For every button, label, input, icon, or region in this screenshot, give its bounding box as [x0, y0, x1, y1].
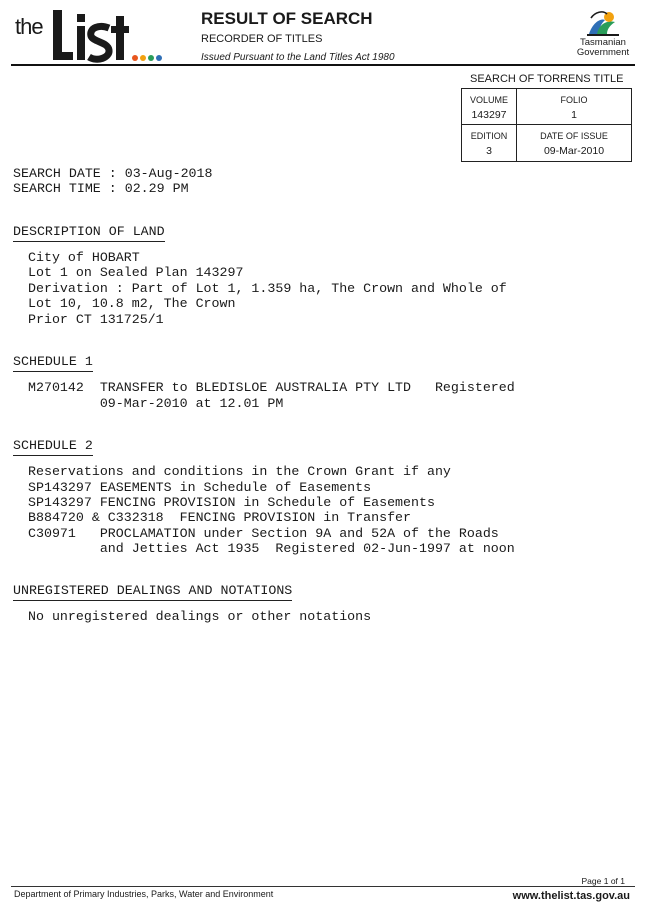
schedule-1-heading: SCHEDULE 1 [13, 354, 93, 372]
box-divider-horizontal [462, 124, 631, 125]
tasmanian-government-logo [572, 8, 634, 58]
unregistered-heading: UNREGISTERED DEALINGS AND NOTATIONS [13, 583, 292, 601]
description-line: Lot 10, 10.8 m2, The Crown [28, 296, 236, 311]
page-number: Page 1 of 1 [581, 876, 625, 886]
schedule-2-line: SP143297 EASEMENTS in Schedule of Easements [28, 480, 372, 495]
description-line: Prior CT 131725/1 [28, 312, 164, 327]
website-url: www.thelist.tas.gov.au [512, 890, 630, 902]
description-line: Lot 1 on Sealed Plan 143297 [28, 265, 244, 280]
department-name: Department of Primary Industries, Parks, Water and Environment [14, 889, 274, 899]
govt-line-1: Tasmanian [580, 37, 626, 48]
volume-label: VOLUME [469, 95, 508, 105]
date-of-issue-value: 09-Mar-2010 [543, 145, 605, 157]
schedule-2-line: Reservations and conditions in the Crown Grant if any [28, 464, 451, 479]
schedule-2-heading: SCHEDULE 2 [13, 438, 93, 456]
search-date: SEARCH DATE : 03-Aug-2018 [13, 166, 213, 181]
folio-label: FOLIO [560, 95, 588, 105]
folio-cell [517, 95, 631, 121]
search-time: SEARCH TIME : 02.29 PM [13, 181, 189, 196]
schedule-2-line: C30971 PROCLAMATION under Section 9A and 52A of the Roads [28, 526, 499, 541]
torrens-title-label: SEARCH OF TORRENS TITLE [470, 73, 624, 85]
title-reference-box [461, 88, 632, 162]
footer-divider [11, 886, 635, 887]
thelist-logo [13, 6, 163, 64]
header-divider [11, 64, 635, 66]
schedule-1-line: 09-Mar-2010 at 12.01 PM [28, 396, 284, 411]
thelist-logo-mark [13, 6, 163, 66]
description-line: Derivation : Part of Lot 1, 1.359 ha, The Crown and Whole of [28, 281, 507, 296]
edition-value: 3 [486, 145, 492, 157]
date-of-issue-label: DATE OF ISSUE [540, 131, 608, 141]
description-line: City of HOBART [28, 250, 140, 265]
svg-text:the: the [15, 14, 43, 39]
volume-cell [462, 95, 516, 121]
edition-label: EDITION [470, 131, 508, 141]
unregistered-line: No unregistered dealings or other notations [28, 609, 372, 624]
volume-value: 143297 [471, 109, 507, 121]
edition-cell [462, 131, 516, 157]
description-heading: DESCRIPTION OF LAND [13, 224, 165, 242]
schedule-2-line: and Jetties Act 1935 Registered 02-Jun-1997 at noon [28, 541, 515, 556]
schedule-1-line: M270142 TRANSFER to BLEDISLOE AUSTRALIA PTY LTD Registered [28, 380, 515, 395]
page-title: RESULT OF SEARCH [201, 9, 373, 28]
government-crest-icon [583, 8, 623, 38]
govt-line-2: Government [576, 47, 630, 58]
date-of-issue-cell [517, 131, 631, 157]
folio-value: 1 [571, 109, 577, 121]
page-subtitle: RECORDER OF TITLES [201, 33, 323, 45]
act-reference: Issued Pursuant to the Land Titles Act 1980 [201, 52, 395, 63]
schedule-2-line: B884720 & C332318 FENCING PROVISION in Transfer [28, 510, 412, 525]
schedule-2-line: SP143297 FENCING PROVISION in Schedule of Easements [28, 495, 435, 510]
